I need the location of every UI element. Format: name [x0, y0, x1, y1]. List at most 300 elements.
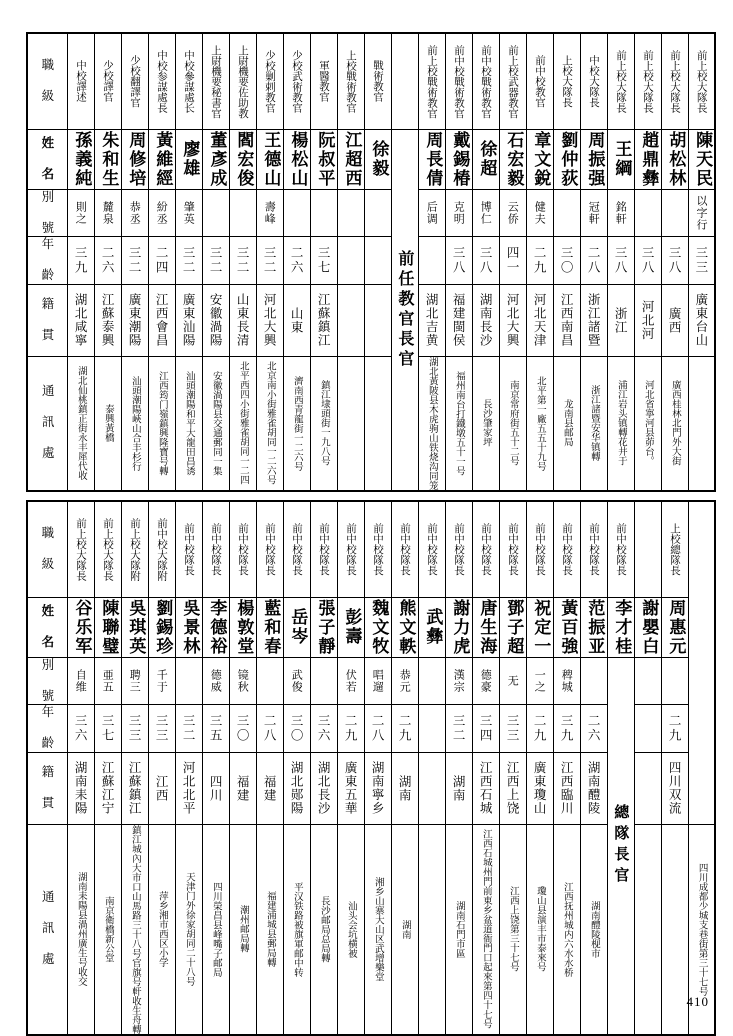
cell-name: 周長倩 — [418, 129, 445, 189]
cell-name: 黃百強 — [553, 597, 580, 657]
cell-name: 李才桂 — [607, 597, 634, 657]
cell-section-title: 總隊長官 — [607, 657, 634, 1035]
cell-age: 三〇 — [229, 705, 256, 753]
cell-native: 廣東汕陽 — [175, 284, 202, 356]
cell-alias — [553, 189, 580, 237]
table-row-name — [27, 597, 715, 657]
cell-age: 二六 — [283, 237, 310, 285]
cell-rank: 前上校大隊長 — [67, 501, 94, 597]
cell-rank: 前中校大隊附 — [148, 501, 175, 597]
cell-age: 二八 — [580, 237, 607, 285]
cell-name: 王綱 — [607, 129, 634, 189]
cell-address: 鎮江埭頭街一九八号 — [310, 356, 337, 491]
cell-address — [634, 824, 661, 1035]
cell-native: 湖南 — [445, 752, 472, 824]
cell-alias — [229, 189, 256, 237]
cell-native: 浙江諸暨 — [580, 284, 607, 356]
cell-age: 三八 — [445, 237, 472, 285]
cell-rank: 前上校大隊長 — [688, 33, 715, 129]
cell-alias — [202, 189, 229, 237]
cell-age: 三三 — [121, 705, 148, 753]
cell-rank: 上尉機要秘書官 — [202, 33, 229, 129]
cell-rank: 前上校大隊長 — [634, 33, 661, 129]
cell-rank: 前上校武器教官 — [499, 33, 526, 129]
cell-native: 安徽渦陽 — [202, 284, 229, 356]
cell-age: 三八 — [661, 237, 688, 285]
cell-age: 三八 — [472, 237, 499, 285]
cell-name: 彭壽 — [337, 597, 364, 657]
cell-alias — [418, 657, 445, 705]
cell-address: 江西筠门嶺鎮興隆寶号轉 — [148, 356, 175, 491]
cell-age: 三二 — [445, 705, 472, 753]
table-row-rank — [27, 501, 715, 597]
cell-name: 石宏毅 — [499, 129, 526, 189]
cell-native: 福建 — [256, 752, 283, 824]
cell-alias — [634, 189, 661, 237]
cell-name: 朱和生 — [94, 129, 121, 189]
cell-address: 湘乡山寨大山区武增樂堂 — [364, 824, 391, 1035]
cell-native: 河北天津 — [526, 284, 553, 356]
row-label-rank: 職 級 — [27, 501, 67, 597]
cell-native — [418, 752, 445, 824]
cell-native: 河北大興 — [256, 284, 283, 356]
table-row-name — [27, 129, 715, 189]
cell-age: 二九 — [337, 705, 364, 753]
cell-rank: 前中校隊長 — [283, 501, 310, 597]
cell-address: 長沙肇家坪 — [472, 356, 499, 491]
cell-name: 陳天民 — [688, 129, 715, 189]
cell-native: 湖南長沙 — [472, 284, 499, 356]
cell-address: 廣西桂林北門外大街 — [661, 356, 688, 491]
cell-rank: 中校大隊長 — [580, 33, 607, 129]
cell-age: 三九 — [553, 705, 580, 753]
cell-alias: 德威 — [202, 657, 229, 705]
cell-name: 阮叔平 — [310, 129, 337, 189]
cell-rank: 少校武術教官 — [283, 33, 310, 129]
cell-age: 四一 — [499, 237, 526, 285]
cell-address: 泰興黃橋 — [94, 356, 121, 491]
cell-alias — [337, 189, 364, 237]
cell-name: 黃維經 — [148, 129, 175, 189]
cell-age: 三二 — [229, 237, 256, 285]
cell-alias: 銘軒 — [607, 189, 634, 237]
cell-address: 汕头会坑横被 — [337, 824, 364, 1035]
cell-address: 北平第一廠五五十九号 — [526, 356, 553, 491]
cell-name: 熊文軼 — [391, 597, 418, 657]
cell-address: 長沙邮局总局轉 — [310, 824, 337, 1035]
row-label-age: 年 齡 — [27, 705, 67, 753]
cell-rank: 前中校隊長 — [553, 501, 580, 597]
cell-age: 三九 — [67, 237, 94, 285]
cell-alias — [634, 657, 661, 705]
cell-address: 汕頭潮陽和平大龍田昌诱 — [175, 356, 202, 491]
cell-address: 湖南石門市區 — [445, 824, 472, 1035]
cell-rank: 前中校隊長 — [472, 501, 499, 597]
row-label-name: 姓 名 — [27, 129, 67, 189]
cell-native: 江蘇鎮江 — [121, 752, 148, 824]
cell-name: 吳景林 — [175, 597, 202, 657]
cell-address: 北京南小街雅雀胡同一二六号 — [256, 356, 283, 491]
cell-native: 浙江 — [607, 284, 634, 356]
cell-section-title: 前任教官長官 — [391, 129, 418, 491]
cell-address: 安徽渦陽县交通郵同一集 — [202, 356, 229, 491]
cell-alias: 稗城 — [553, 657, 580, 705]
cell-native: 廣西 — [661, 284, 688, 356]
cell-alias: 无 — [499, 657, 526, 705]
cell-address: 湖北黃陂县木虎驹山铁烧沟同笼 — [418, 356, 445, 491]
cell-name: 鄧子超 — [499, 597, 526, 657]
cell-address: 浦江岩头镇轉花井于 — [607, 356, 634, 491]
table-row-rank — [27, 33, 715, 129]
cell-rank: 前中校隊長 — [580, 501, 607, 597]
cell-rank: 前中校隊長 — [175, 501, 202, 597]
cell-address: 潮州邮局轉 — [229, 824, 256, 1035]
cell-alias: 健夫 — [526, 189, 553, 237]
cell-rank-empty — [391, 33, 418, 129]
cell-rank: 前中校教官 — [526, 33, 553, 129]
cell-alias: 千于 — [148, 657, 175, 705]
cell-address — [364, 356, 391, 491]
cell-alias — [661, 189, 688, 237]
cell-age: 二八 — [256, 705, 283, 753]
cell-native: 河北大興 — [499, 284, 526, 356]
cell-rank: 少校翻譯官 — [121, 33, 148, 129]
cell-name: 劉仲荻 — [553, 129, 580, 189]
table-row-alias — [27, 657, 715, 705]
cell-alias: 肇英 — [175, 189, 202, 237]
cell-alias: 克明 — [445, 189, 472, 237]
cell-alias — [175, 657, 202, 705]
cell-rank: 前中校戰術教官 — [472, 33, 499, 129]
table-row-native — [27, 284, 715, 356]
page-number: 410 — [686, 994, 709, 1009]
cell-rank: 前中校隊長 — [364, 501, 391, 597]
cell-age: 三三 — [148, 705, 175, 753]
cell-name: 徐超 — [472, 129, 499, 189]
cell-address: 浙江諸暨安华镇轉 — [580, 356, 607, 491]
cell-native: 湖北郧陽 — [283, 752, 310, 824]
cell-native: 江西臨川 — [553, 752, 580, 824]
cell-age: 三八 — [634, 237, 661, 285]
cell-native: 福建 — [229, 752, 256, 824]
cell-age: 二四 — [148, 237, 175, 285]
cell-name: 徐毅 — [364, 129, 391, 189]
cell-native: 江西南昌 — [553, 284, 580, 356]
roster-table-top — [26, 32, 716, 492]
cell-address: 江西抚州城内六水水桥 — [553, 824, 580, 1035]
cell-name: 張子靜 — [310, 597, 337, 657]
cell-age: 二九 — [526, 705, 553, 753]
cell-native: 廣東台山 — [688, 284, 715, 356]
cell-alias: 德豪 — [472, 657, 499, 705]
cell-age: 三二 — [256, 237, 283, 285]
cell-address: 福建浦城县郵局轉 — [256, 824, 283, 1035]
cell-alias: 壽峰 — [256, 189, 283, 237]
cell-native: 湖南 — [391, 752, 418, 824]
cell-native: 山東長清 — [229, 284, 256, 356]
cell-rank: 前中校隊長 — [391, 501, 418, 597]
cell-address: 湖南耒陽县渦州廣生号收交 — [67, 824, 94, 1035]
cell-age: 三四 — [472, 705, 499, 753]
cell-age: 三〇 — [283, 705, 310, 753]
cell-address: 萍乡湘市西区小学 — [148, 824, 175, 1035]
cell-native: 江西上饶 — [499, 752, 526, 824]
cell-native: 湖北吉黄 — [418, 284, 445, 356]
cell-name: 董彥成 — [202, 129, 229, 189]
cell-rank: 上校總隊長 — [661, 501, 688, 597]
cell-name: 楊敦堂 — [229, 597, 256, 657]
cell-address: 湖北仙桃鎮正街永丰犀代收 — [67, 356, 94, 491]
cell-age: 三二 — [175, 705, 202, 753]
cell-native: 江西石城 — [472, 752, 499, 824]
cell-rank: 前中校隊長 — [526, 501, 553, 597]
cell-age: 三八 — [607, 237, 634, 285]
cell-age — [364, 237, 391, 285]
cell-rank: 前中校隊長 — [256, 501, 283, 597]
cell-name: 王德山 — [256, 129, 283, 189]
cell-rank: 少校剿剌教官 — [256, 33, 283, 129]
cell-age: 二六 — [580, 705, 607, 753]
cell-rank: 前中校隊長 — [229, 501, 256, 597]
cell-address: 福州南台打鐵墩五十一号 — [445, 356, 472, 491]
cell-address: 濟南西青龍街一二六号 — [283, 356, 310, 491]
cell-name: 岳岑 — [283, 597, 310, 657]
cell-alias — [310, 657, 337, 705]
cell-native: 湖北咸寧 — [67, 284, 94, 356]
cell-name: 武彝 — [418, 597, 445, 657]
cell-alias: 麓泉 — [94, 189, 121, 237]
cell-age: 三三 — [688, 237, 715, 285]
cell-alias: 恭丞 — [121, 189, 148, 237]
cell-age: 三六 — [310, 705, 337, 753]
cell-rank: 少校譯官 — [94, 33, 121, 129]
cell-alias — [364, 189, 391, 237]
cell-address — [337, 356, 364, 491]
cell-address: 南京常府街五十二号 — [499, 356, 526, 491]
cell-name: 孫義純 — [67, 129, 94, 189]
cell-alias: 云侨 — [499, 189, 526, 237]
cell-age: 三七 — [310, 237, 337, 285]
cell-alias: 聘三 — [121, 657, 148, 705]
cell-native: 江蘇泰興 — [94, 284, 121, 356]
row-label-rank: 職 級 — [27, 33, 67, 129]
cell-name: 藍和春 — [256, 597, 283, 657]
cell-name: 楊松山 — [283, 129, 310, 189]
cell-name: 戴錫椿 — [445, 129, 472, 189]
cell-address: 平汉铁路被旗軍邮中转 — [283, 824, 310, 1035]
cell-native: 四川 — [202, 752, 229, 824]
cell-alias: 伏若 — [337, 657, 364, 705]
cell-alias — [661, 657, 688, 705]
cell-address — [661, 824, 688, 1035]
cell-alias: 冠軒 — [580, 189, 607, 237]
cell-rank: 前上校戰術教官 — [418, 33, 445, 129]
cell-address — [418, 824, 445, 1035]
cell-rank: 前中校隊長 — [337, 501, 364, 597]
cell-name: 謝力虎 — [445, 597, 472, 657]
cell-name: 閻宏俊 — [229, 129, 256, 189]
cell-name: 唐生海 — [472, 597, 499, 657]
cell-age — [337, 237, 364, 285]
cell-rank: 軍醫教官 — [310, 33, 337, 129]
cell-address: 汕頭潮陽峽山合丰杉行 — [121, 356, 148, 491]
cell-alias: 紛丞 — [148, 189, 175, 237]
cell-native: 湖北長沙 — [310, 752, 337, 824]
cell-age: 三〇 — [553, 237, 580, 285]
cell-alias: 以字行 — [688, 189, 715, 237]
cell-name: 祝定一 — [526, 597, 553, 657]
cell-address: 龙南县邮局 — [553, 356, 580, 491]
cell-address: 四川成都少城支巷街第三十七号 — [688, 824, 715, 1035]
cell-native: 湖南耒陽 — [67, 752, 94, 824]
cell-rank: 前上校大隊長 — [607, 33, 634, 129]
cell-native: 江蘇江宁 — [94, 752, 121, 824]
cell-rank: 中校參謀處长 — [175, 33, 202, 129]
cell-native: 河北河 — [634, 284, 661, 356]
cell-name: 周振强 — [580, 129, 607, 189]
row-label-alias: 別 號 — [27, 189, 67, 237]
cell-name: 章文銳 — [526, 129, 553, 189]
cell-alias — [256, 657, 283, 705]
cell-rank: 上尉機要佐助教 — [229, 33, 256, 129]
cell-address: 湖南醴陵枧市 — [580, 824, 607, 1035]
cell-rank: 前中校隊長 — [202, 501, 229, 597]
cell-address: 天津门外徐家胡同二十八号 — [175, 824, 202, 1035]
cell-address: 湖南 — [391, 824, 418, 1035]
cell-address: 北平西四小街雅雀胡同一二四 — [229, 356, 256, 491]
cell-name: 范振亚 — [580, 597, 607, 657]
cell-rank: 前中校隊長 — [418, 501, 445, 597]
cell-rank: 前中校戰術教官 — [445, 33, 472, 129]
cell-age — [634, 705, 661, 753]
cell-name: 周惠元 — [661, 597, 688, 657]
cell-alias: 镜秋 — [229, 657, 256, 705]
table-row-alias — [27, 189, 715, 237]
cell-alias — [580, 657, 607, 705]
cell-age: 二九 — [526, 237, 553, 285]
cell-alias: 恭元 — [391, 657, 418, 705]
cell-rank-empty — [634, 501, 661, 597]
cell-alias: 一之 — [526, 657, 553, 705]
row-label-native: 籍 貫 — [27, 752, 67, 824]
cell-native: 廣東五華 — [337, 752, 364, 824]
cell-age: 三三 — [499, 705, 526, 753]
cell-alias — [283, 189, 310, 237]
cell-age: 三二 — [121, 237, 148, 285]
row-label-address: 通 訊 處 — [27, 824, 67, 1035]
cell-native — [337, 284, 364, 356]
row-label-native: 籍 貫 — [27, 284, 67, 356]
cell-native: 四川双流 — [661, 752, 688, 824]
cell-age: 三七 — [94, 705, 121, 753]
cell-name: 謝嬰白 — [634, 597, 661, 657]
cell-age: 二八 — [364, 705, 391, 753]
cell-rank: 中校譯述 — [67, 33, 94, 129]
cell-age: 二九 — [661, 705, 688, 753]
cell-name: 劉錫珍 — [148, 597, 175, 657]
cell-name: 江超西 — [337, 129, 364, 189]
cell-native: 江西 — [148, 752, 175, 824]
cell-name: 胡松林 — [661, 129, 688, 189]
cell-alias — [310, 189, 337, 237]
cell-native: 河北北平 — [175, 752, 202, 824]
cell-age: 三五 — [202, 705, 229, 753]
cell-name: 谷乐军 — [67, 597, 94, 657]
row-label-age: 年 齡 — [27, 237, 67, 285]
cell-native: 福建閩侯 — [445, 284, 472, 356]
cell-rank: 前上校大隊長 — [94, 501, 121, 597]
cell-address: 瓊山县演丰市泰來号 — [526, 824, 553, 1035]
cell-rank: 前上校大隊附 — [121, 501, 148, 597]
cell-address: 江西上饶第三十七号 — [499, 824, 526, 1035]
cell-native: 湖南醴陵 — [580, 752, 607, 824]
cell-native: 廣東潮陽 — [121, 284, 148, 356]
cell-native: 江西會昌 — [148, 284, 175, 356]
cell-native: 湖南寧乡 — [364, 752, 391, 824]
cell-name: 李德裕 — [202, 597, 229, 657]
cell-rank: 前中校隊長 — [445, 501, 472, 597]
cell-native: 江蘇鎮江 — [310, 284, 337, 356]
cell-alias: 后调 — [418, 189, 445, 237]
cell-rank: 前上校大隊長 — [661, 33, 688, 129]
cell-name: 吳琪英 — [121, 597, 148, 657]
cell-name: 廖雄 — [175, 129, 202, 189]
cell-name: 周修培 — [121, 129, 148, 189]
row-label-name: 姓 名 — [27, 597, 67, 657]
cell-name: 陳聯璧 — [94, 597, 121, 657]
cell-rank: 前中校隊長 — [607, 501, 634, 597]
cell-rank: 前中校隊長 — [499, 501, 526, 597]
cell-alias: 自维 — [67, 657, 94, 705]
cell-age: 三二 — [175, 237, 202, 285]
cell-alias: 博仁 — [472, 189, 499, 237]
cell-age: 二六 — [94, 237, 121, 285]
cell-native: 廣東瓊山 — [526, 752, 553, 824]
cell-alias: 唱遛 — [364, 657, 391, 705]
table-row-age — [27, 237, 715, 285]
cell-alias: 則之 — [67, 189, 94, 237]
cell-name: 魏文牧 — [364, 597, 391, 657]
cell-alias: 亜五 — [94, 657, 121, 705]
cell-native — [364, 284, 391, 356]
cell-rank: 戰術教官 — [364, 33, 391, 129]
row-label-alias: 別 號 — [27, 657, 67, 705]
cell-address: 四川榮昌县峰嘴子邮局 — [202, 824, 229, 1035]
cell-native — [634, 752, 661, 824]
cell-rank: 上校大隊長 — [553, 33, 580, 129]
cell-age: 二九 — [391, 705, 418, 753]
cell-rank: 上校戰術教官 — [337, 33, 364, 129]
cell-alias: 武俊 — [283, 657, 310, 705]
table-row-address — [27, 356, 715, 491]
roster-table-bottom — [26, 500, 716, 1036]
cell-age — [418, 237, 445, 285]
cell-address: 鎮江城內大市口山馬路三十八号官旗号軒收生舟轉 — [121, 824, 148, 1035]
row-label-address: 通 訊 處 — [27, 356, 67, 491]
cell-address — [688, 356, 715, 491]
cell-alias: 漢宗 — [445, 657, 472, 705]
cell-address: 南京衛橋新公堂 — [94, 824, 121, 1035]
cell-name: 趙鼎彝 — [634, 129, 661, 189]
cell-age: 三二 — [202, 237, 229, 285]
cell-address: 河北省寧河县茆台。 — [634, 356, 661, 491]
cell-address: 江西石城州門前東乡盆道衙門口起來第四十七号 — [472, 824, 499, 1035]
cell-age: 三六 — [67, 705, 94, 753]
cell-rank: 前中校隊長 — [310, 501, 337, 597]
cell-native: 山東 — [283, 284, 310, 356]
cell-age — [418, 705, 445, 753]
cell-rank: 中校参謀處長 — [148, 33, 175, 129]
